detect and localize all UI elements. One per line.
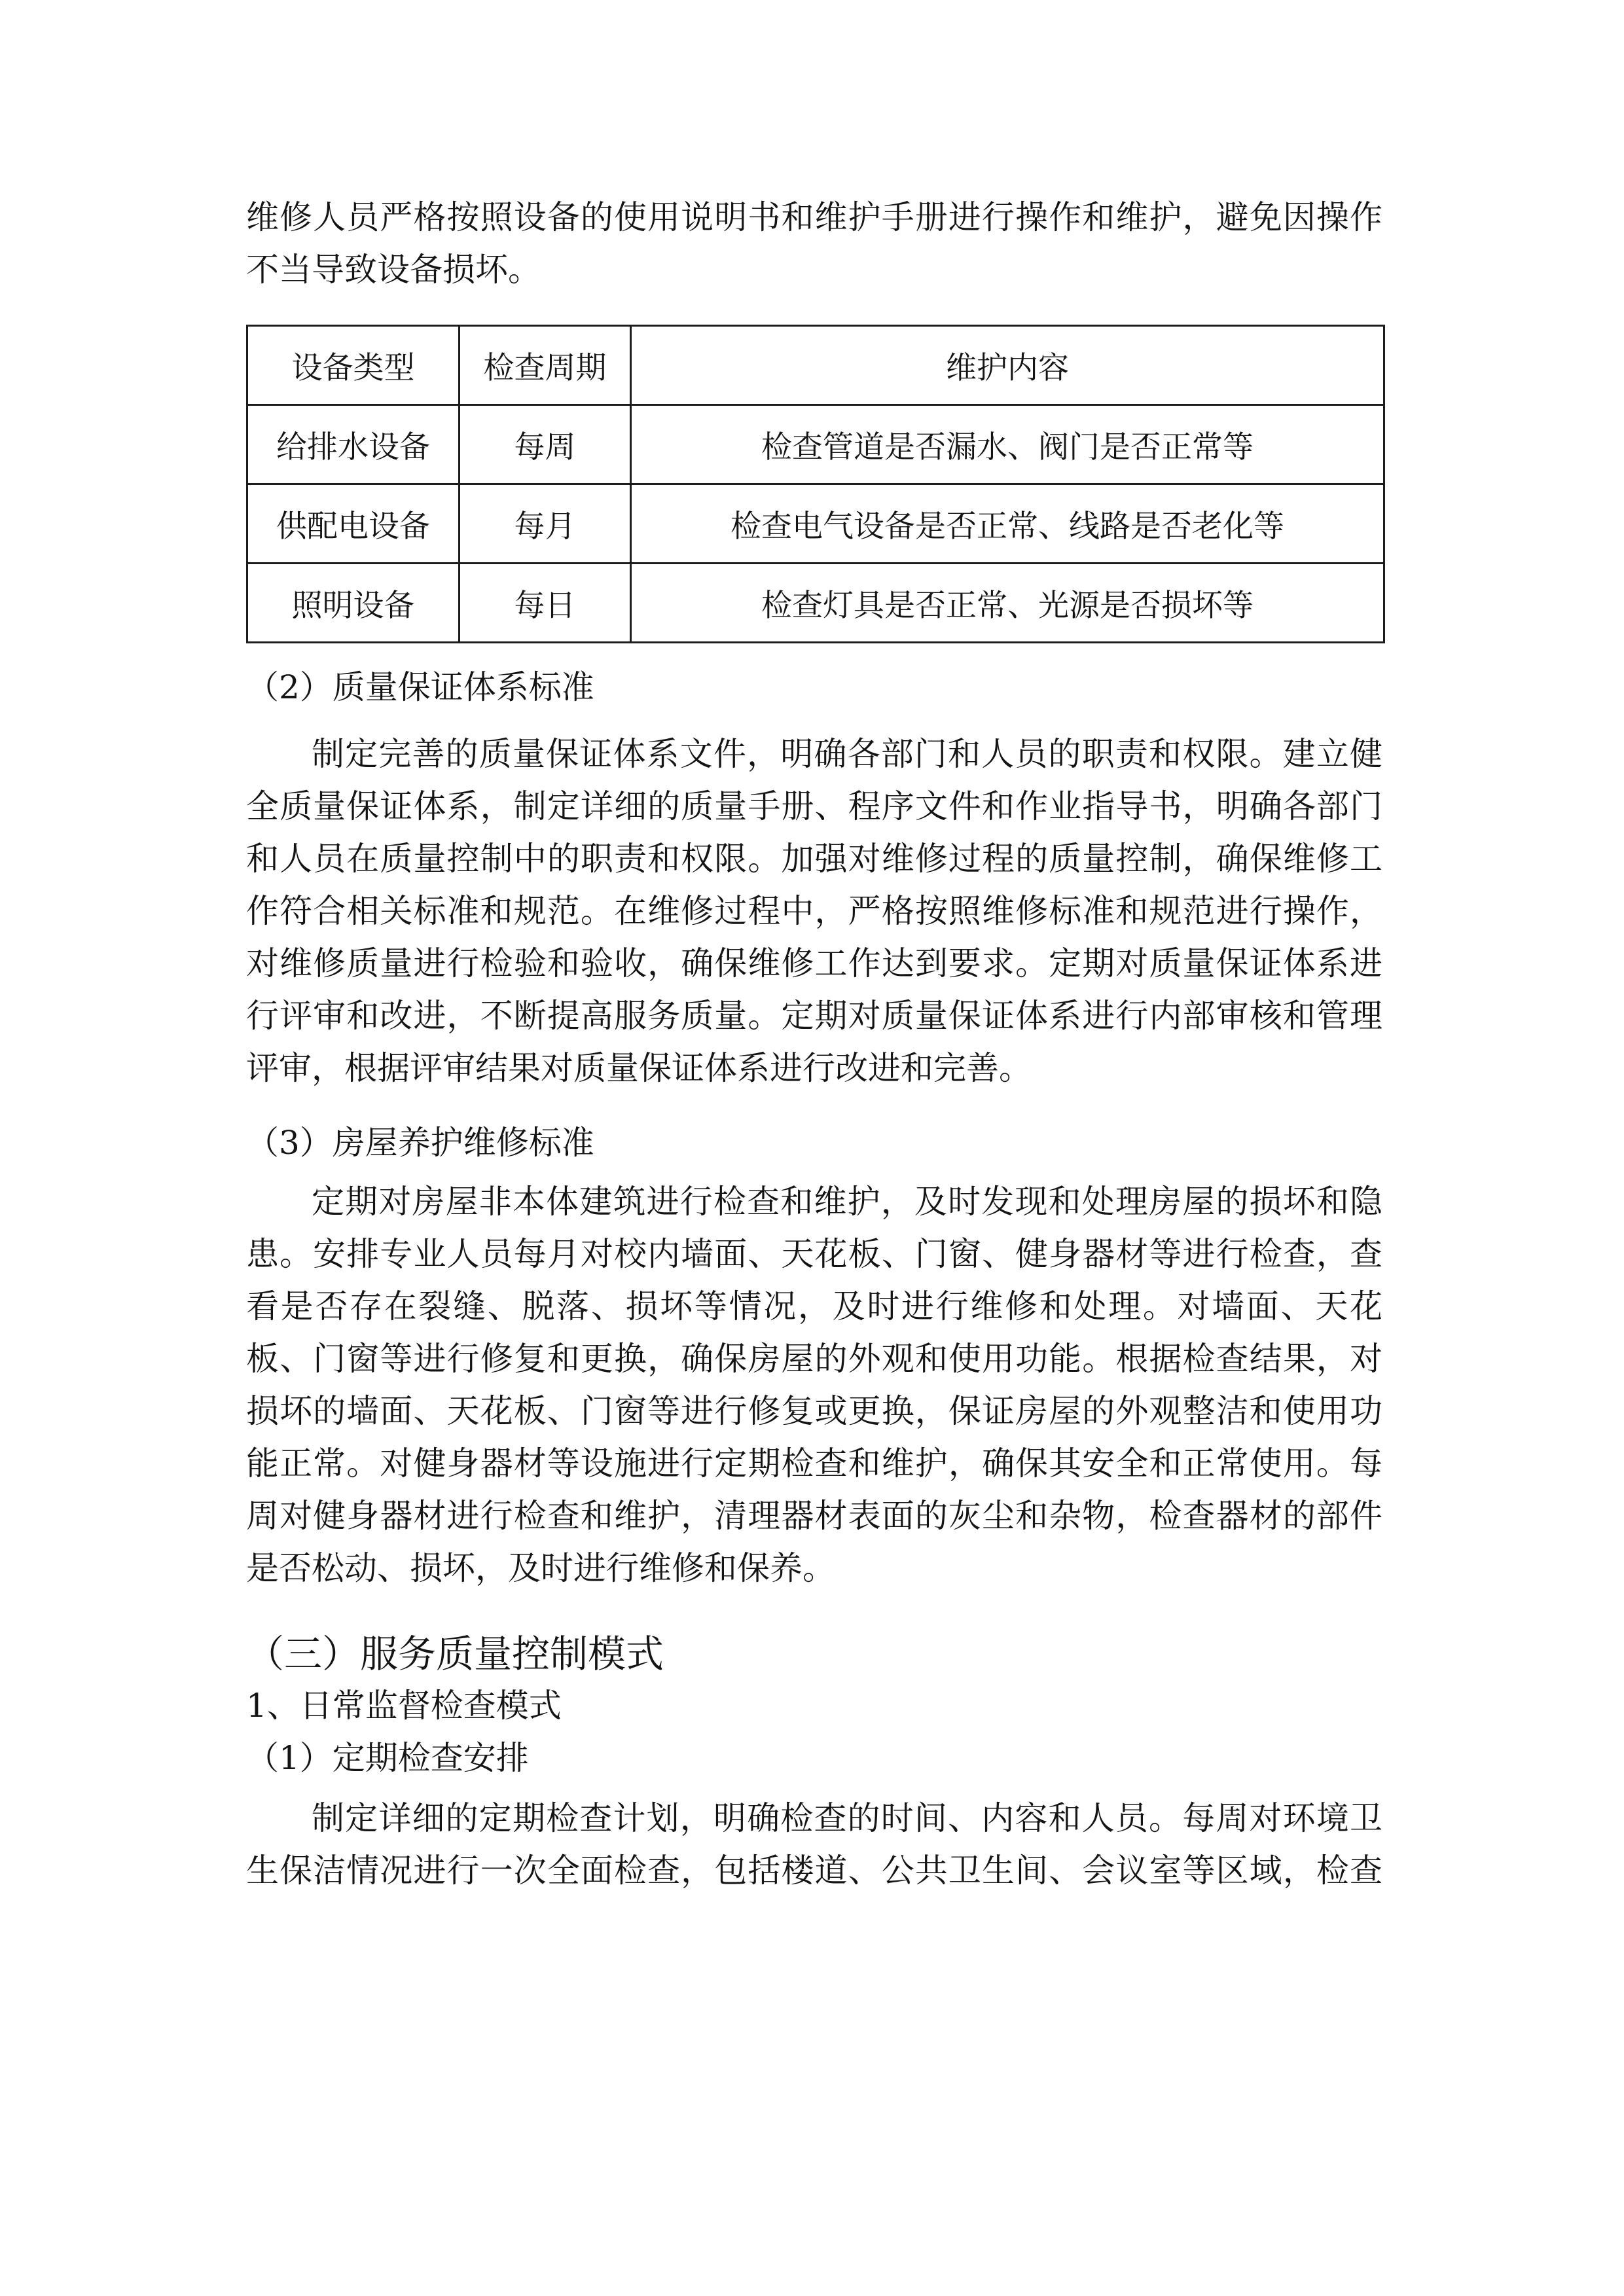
section2-line-4: 作符合相关标准和规范。在维修过程中，严格按照维修标准和规范进行操作， [246,892,1382,930]
table-cell: 照明设备 [247,564,460,643]
section3-title: （3）房屋养护维修标准 [246,1124,594,1162]
section2-line-2: 全质量保证体系，制定详细的质量手册、程序文件和作业指导书，明确各部门 [246,787,1382,825]
table-row [247,564,1384,643]
table-cell: 每周 [460,405,631,484]
section2-line-5: 对维修质量进行检验和验收，确保维修工作达到要求。定期对质量保证体系进 [246,944,1382,982]
section2-title: （2）质量保证体系标准 [246,668,594,706]
table-cell: 检查电气设备是否正常、线路是否老化等 [631,484,1384,564]
part3-title: （三）服务质量控制模式 [246,1632,664,1676]
maintenance-table [246,325,1385,643]
table-header-cell: 检查周期 [460,326,631,405]
table-header-row [247,326,1384,405]
section2-line-6: 行评审和改进，不断提高服务质量。定期对质量保证体系进行内部审核和管理 [246,997,1382,1035]
intro-line-1: 维修人员严格按照设备的使用说明书和维护手册进行操作和维护，避免因操作 [246,198,1382,236]
section3-line-1: 定期对房屋非本体建筑进行检查和维护，及时发现和处理房屋的损坏和隐 [312,1183,1382,1221]
part3-line-1: 制定详细的定期检查计划，明确检查的时间、内容和人员。每周对环境卫 [312,1799,1382,1837]
section3-line-4: 板、门窗等进行修复和更换，确保房屋的外观和使用功能。根据检查结果，对 [246,1340,1382,1378]
section2-line-3: 和人员在质量控制中的职责和权限。加强对维修过程的质量控制，确保维修工 [246,840,1382,878]
table-cell: 检查灯具是否正常、光源是否损坏等 [631,564,1384,643]
intro-line-2: 不当导致设备损坏。 [246,251,541,289]
table-cell: 每月 [460,484,631,564]
section3-line-6: 能正常。对健身器材等设施进行定期检查和维护，确保其安全和正常使用。每 [246,1444,1382,1482]
table-row [247,484,1384,564]
section3-line-5: 损坏的墙面、天花板、门窗等进行修复或更换，保证房屋的外观整洁和使用功 [246,1392,1382,1430]
section3-line-2: 患。安排专业人员每月对校内墙面、天花板、门窗、健身器材等进行检查，查 [246,1235,1382,1273]
section3-line-3: 看是否存在裂缝、脱落、损坏等情况，及时进行维修和处理。对墙面、天花 [246,1287,1382,1325]
part3-sub1: 1、日常监督检查模式 [246,1687,562,1725]
section3-line-8: 是否松动、损坏，及时进行维修和保养。 [246,1549,835,1587]
table-header-cell: 设备类型 [247,326,460,405]
section3-line-7: 周对健身器材进行检查和维护，清理器材表面的灰尘和杂物，检查器材的部件 [246,1497,1382,1535]
table-cell: 供配电设备 [247,484,460,564]
part3-sub1-1: （1）定期检查安排 [246,1739,529,1777]
part3-line-2: 生保洁情况进行一次全面检查，包括楼道、公共卫生间、会议室等区域，检查 [246,1852,1382,1890]
table-cell: 检查管道是否漏水、阀门是否正常等 [631,405,1384,484]
table-cell: 给排水设备 [247,405,460,484]
table-cell: 每日 [460,564,631,643]
table-header-cell: 维护内容 [631,326,1384,405]
section2-line-7: 评审，根据评审结果对质量保证体系进行改进和完善。 [246,1049,1032,1087]
section2-line-1: 制定完善的质量保证体系文件，明确各部门和人员的职责和权限。建立健 [312,735,1382,773]
table-row [247,405,1384,484]
